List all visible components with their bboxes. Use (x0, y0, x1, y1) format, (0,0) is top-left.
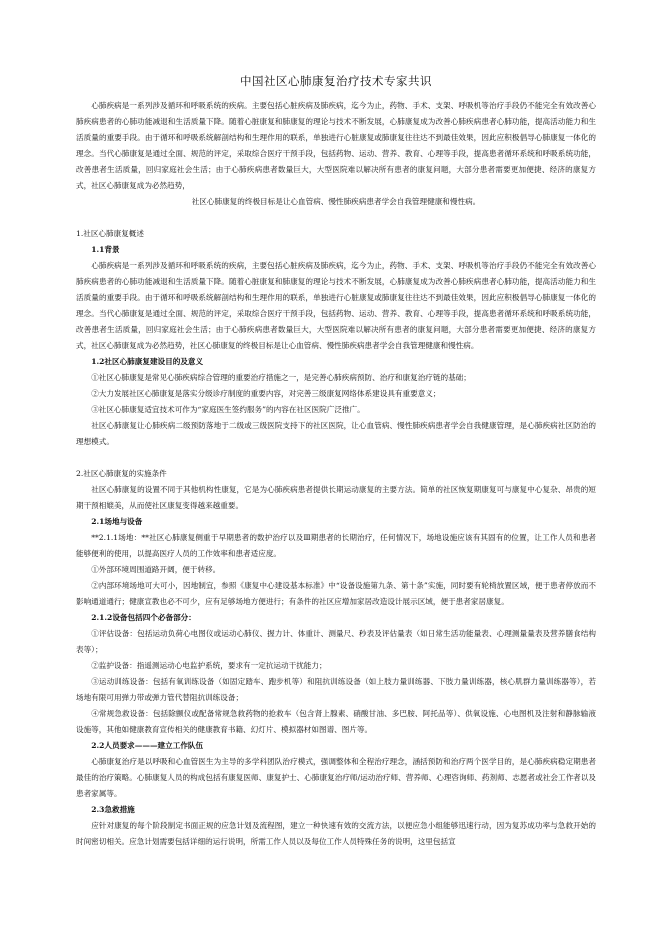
intro-goal: 社区心肺康复的终极目标是让心血管病、慢性肺疾病患者学会自我管理健康和慢性病。 (191, 197, 481, 206)
section-1-2-heading: 1.2社区心肺康复建设目的及意义 (91, 357, 204, 366)
section-2-3-heading: 2.3急救措施 (91, 805, 135, 814)
list-item: ①评估设备：包括运动负荷心电图仪或运动心肺仪、握力计、体重计、测量尺、秒表及评估量表（如日常生活功能量表、心理测量量表及营养膳食结构表等）； (76, 629, 596, 654)
section-2-2-heading: 2.2人员要求———建立工作队伍 (91, 741, 204, 750)
intro-paragraph: 心肺疾病是一系列涉及循环和呼吸系统的疾病。主要包括心脏疾病及肺疾病，迄今为止，药物、手术、支架、呼吸机等治疗手段仍不能完全有效改善心肺疾病患者的心肺功能减退和生活质量下降。随着心脏康复和肺康复的理论与技术不断发展，心肺康复成为改善心肺疾病患者心肺功能，提高活动能力和生活质量的重要手段。由于循环和呼吸系统解剖结构和生理作用的联系，单独进行心脏康复或肺康复往往达不到最佳效果，因此应积极倡导心肺康复一体化的理念。当代心肺康复是通过全面、规范的评定，采取综合医疗干预手段，包括药物、运动、营养、教育、心理等手段，提高患者循环系统和呼吸系统功能，改善患者生活质量，回归家庭社会生活；由于心肺疾病患者数量巨大，大型医院难以解决所有患者的康复问题，大部分患者需要更加便捷、经济的康复方式，社区心肺康复成为必然趋势， (76, 101, 596, 190)
section-2-intro: 社区心肺康复的设置不同于其他机构性康复，它是为心肺疾病患者提供长期运动康复的主要方法。简单的社区恢复期康复可与康复中心复杂、昂贵的短期干预相媲美，从而使社区康复变得越来越重要。 (76, 485, 596, 510)
list-item: ②监护设备：指遥测运动心电监护系统，要求有一定抗运动干扰能力； (91, 661, 327, 670)
list-item: ③社区心肺康复适宜技术可作为“家庭医生签约服务”的内容在社区医院广泛推广。 (91, 405, 365, 414)
section-2-1-heading: 2.1场地与设备 (91, 517, 143, 526)
section-1-1-heading: 1.1背景 (91, 245, 120, 254)
section-1-1-text: 心肺疾病是一系列涉及循环和呼吸系统的疾病，主要包括心脏疾病及肺疾病，迄今为止，药物、手术、支架、呼吸机等治疗手段仍不能完全有效改善心肺疾病患者的心肺功能减退和生活质量下降。随着心脏康复和肺康复的理论与技术不断发展，心肺康复成为改善心肺疾病患者心肺功能，提高活动能力和生活质量的重要手段。由于循环和呼吸系统解剖结构和生理作用的联系，单独进行心脏康复或肺康复往往达不到最佳效果，因此应积极倡导心肺康复一体化的理念。当代心肺康复是通过全面、规范的评定，采取综合医疗干预手段，包括药物、运动、营养、教育、心理等手段，提高患者循环系统和呼吸系统功能，改善患者生活质量，回归家庭社会生活；由于心肺疾病患者数量巨大，大型医院难以解决所有患者的康复问题，大部分患者需要更加便捷、经济的康复方式，社区心肺康复成为必然趋势，社区心肺康复的终极目标是让心血管病、慢性肺疾病患者学会自我管理健康和慢性病。 (76, 261, 596, 350)
section-2-3-text: 应针对康复的每个阶段制定书面正规的应急计划及流程图，建立一种快速有效的交流方法，以便应急小组能够迅速行动，因为复苏成功率与急救开始的时间密切相关。应急计划需要包括详细的运行说明，所需工作人员以及每位工作人员特殊任务的说明，这里包括宣 (76, 821, 596, 846)
section-2-1-1-text: **2.1.1场地：**社区心肺康复侧重于早期患者的数护治疗以及Ⅲ期患者的长期治疗，任何情况下，场地设施应该有其固有的位置，让工作人员和患者能够便利的使用，以提高医疗人员的工作效率和患者适应度。 (76, 533, 596, 558)
list-item: ②内部环境场地可大可小，因地制宜，参照《康复中心建设基本标准》中“设备设施第九条、第十条”实施，同时要有轮椅放置区域，便于患者停放而不影响通道通行；健康宣教也必不可少，应有足够场地方便进行；有条件的社区应增加家居改造设计展示区域，便于患者家居康复。 (76, 581, 596, 606)
section-2-1-2-heading: 2.1.2设备包括四个必备部分： (91, 613, 196, 622)
document-title: 中国社区心肺康复治疗技术专家共识 (240, 74, 432, 88)
list-item: ③运动训练设备：包括有氧训练设备（如固定踏车、跑步机等）和阻抗训练设备（如上肢力量训练器、下肢力量训练器，核心肌群力量训练器等），若场地有限可用弹力带或弹力管代替阻抗训练设备； (76, 677, 596, 702)
list-item: ①社区心肺康复是常见心肺疾病综合管理的重要治疗措施之一，是完善心肺疾病预防、治疗和康复治疗链的基础； (91, 373, 471, 382)
list-item: ④常规急救设备：包括除颤仪或配备常规急救药物的抢救车（包含肾上腺素、硝酸甘油、多巴胺、阿托品等）、供氧设施、心电图机及注射和静脉输液设施等，其他如健康教育宣传相关的健康教育书籍、幻灯片、模拟器材如图谱、图片等。 (76, 709, 596, 734)
list-item: ②大力发展社区心肺康复是落实分级诊疗制度的重要内容，对完善三级康复网络体系建设具有重要意义； (91, 389, 441, 398)
section-1-heading: 1.社区心肺康复概述 (76, 229, 144, 238)
section-2-heading: 2.社区心肺康复的实施条件 (76, 469, 167, 478)
section-1-2-text: 社区心肺康复让心肺疾病二级预防落地于二级或三级医院支持下的社区医院，让心血管病、慢性肺疾病患者学会自我健康管理，是心肺疾病社区防治的理想模式。 (76, 421, 596, 446)
section-2-2-text: 心肺康复治疗是以呼吸和心血管医生为主导的多学科团队治疗模式，强调整体和全程治疗理念，涵括预防和治疗两个医学目的，是心肺疾病稳定期患者最佳的治疗策略。心肺康复人员的构成包括有康复医师、康复护士、心肺康复治疗师/运动治疗师、营养师、心理咨询师、药剂师、志愿者或社会工作者以及患者家属等。 (76, 757, 596, 798)
list-item: ①外部环境周围道路开阔，便于转移。 (91, 565, 221, 574)
